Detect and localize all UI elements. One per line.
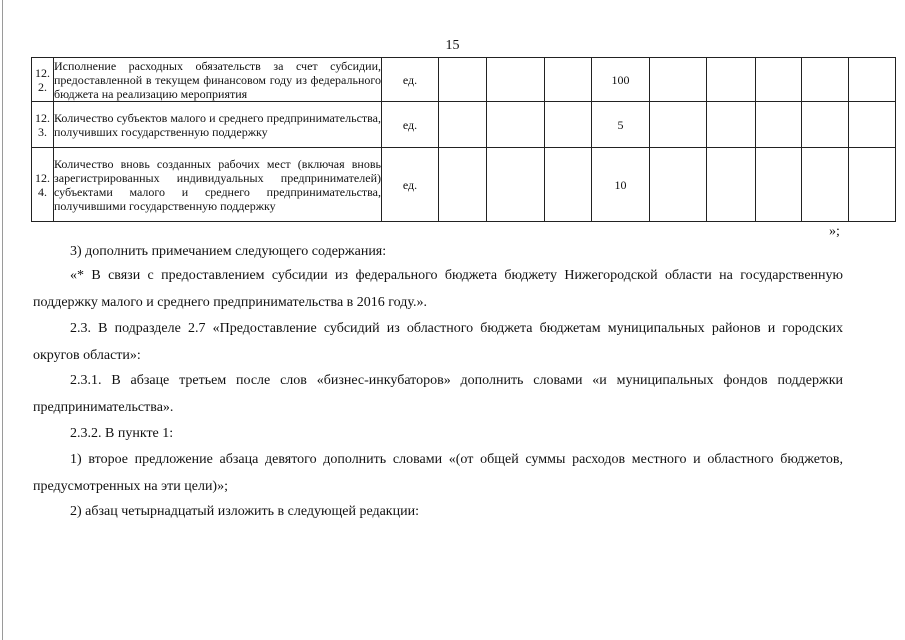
row-number: 12. 2. bbox=[32, 58, 54, 102]
table-row bbox=[32, 148, 896, 222]
page-number: 15 bbox=[445, 38, 460, 53]
empty-cell bbox=[707, 148, 756, 222]
empty-cell bbox=[545, 58, 592, 102]
row-value: 100 bbox=[592, 58, 650, 102]
paragraph-section-2-3-2: 2.3.2. В пункте 1: bbox=[70, 426, 174, 441]
row-description: Количество субъектов малого и среднего предпринимательства, получивших государственную поддержку bbox=[54, 102, 382, 148]
empty-cell bbox=[756, 102, 802, 148]
empty-cell bbox=[487, 148, 545, 222]
closing-quote-mark: »; bbox=[829, 224, 840, 239]
table-row bbox=[32, 102, 896, 148]
empty-cell bbox=[707, 58, 756, 102]
row-unit: ед. bbox=[382, 148, 439, 222]
paragraph-amendment-3: 3) дополнить примечанием следующего содержания: bbox=[70, 244, 387, 259]
row-value: 10 bbox=[592, 148, 650, 222]
empty-cell bbox=[439, 148, 487, 222]
empty-cell bbox=[707, 102, 756, 148]
empty-cell bbox=[487, 58, 545, 102]
row-number: 12. 4. bbox=[32, 148, 54, 222]
empty-cell bbox=[650, 148, 707, 222]
empty-cell bbox=[487, 102, 545, 148]
paragraph-item-1: 1) второе предложение абзаца девятого дополнить словами «(от общей суммы расходов местного и областного бюджетов, предусмотренных на эти цели)»; bbox=[33, 452, 843, 494]
paragraph-footnote: «* В связи с предоставлением субсидии из федерального бюджета бюджету Нижегородской области на государственную поддержку малого и среднего предпринимательства в 2016 году.». bbox=[33, 268, 843, 310]
row-number: 12. 3. bbox=[32, 102, 54, 148]
empty-cell bbox=[756, 58, 802, 102]
paragraph-section-2-3-1: 2.3.1. В абзаце третьем после слов «бизнес-инкубаторов» дополнить словами «и муниципальных фондов поддержки предпринимательства». bbox=[33, 373, 843, 415]
page-edge-line bbox=[2, 0, 3, 640]
indicators-table bbox=[31, 57, 896, 222]
table-row bbox=[32, 58, 896, 102]
row-unit: ед. bbox=[382, 58, 439, 102]
empty-cell bbox=[545, 102, 592, 148]
row-unit: ед. bbox=[382, 102, 439, 148]
empty-cell bbox=[849, 148, 896, 222]
row-description: Количество вновь созданных рабочих мест (включая вновь зарегистрированных индивидуальных предпринимателей) субъектами малого и среднего предпринимательства, получившими государственную поддержку bbox=[54, 148, 382, 222]
empty-cell bbox=[439, 58, 487, 102]
empty-cell bbox=[650, 102, 707, 148]
empty-cell bbox=[849, 102, 896, 148]
empty-cell bbox=[802, 148, 849, 222]
empty-cell bbox=[802, 102, 849, 148]
empty-cell bbox=[756, 148, 802, 222]
row-value: 5 bbox=[592, 102, 650, 148]
paragraph-section-2-3: 2.3. В подразделе 2.7 «Предоставление субсидий из областного бюджета бюджетам муниципальных районов и городских округов области»: bbox=[33, 321, 843, 363]
empty-cell bbox=[545, 148, 592, 222]
row-description: Исполнение расходных обязательств за счет субсидии, предоставленной в текущем финансовом году из федерального бюджета на реализацию мероприятия bbox=[54, 58, 381, 101]
empty-cell bbox=[650, 58, 707, 102]
empty-cell bbox=[802, 58, 849, 102]
empty-cell bbox=[849, 58, 896, 102]
empty-cell bbox=[439, 102, 487, 148]
paragraph-item-2: 2) абзац четырнадцатый изложить в следующей редакции: bbox=[70, 504, 419, 519]
